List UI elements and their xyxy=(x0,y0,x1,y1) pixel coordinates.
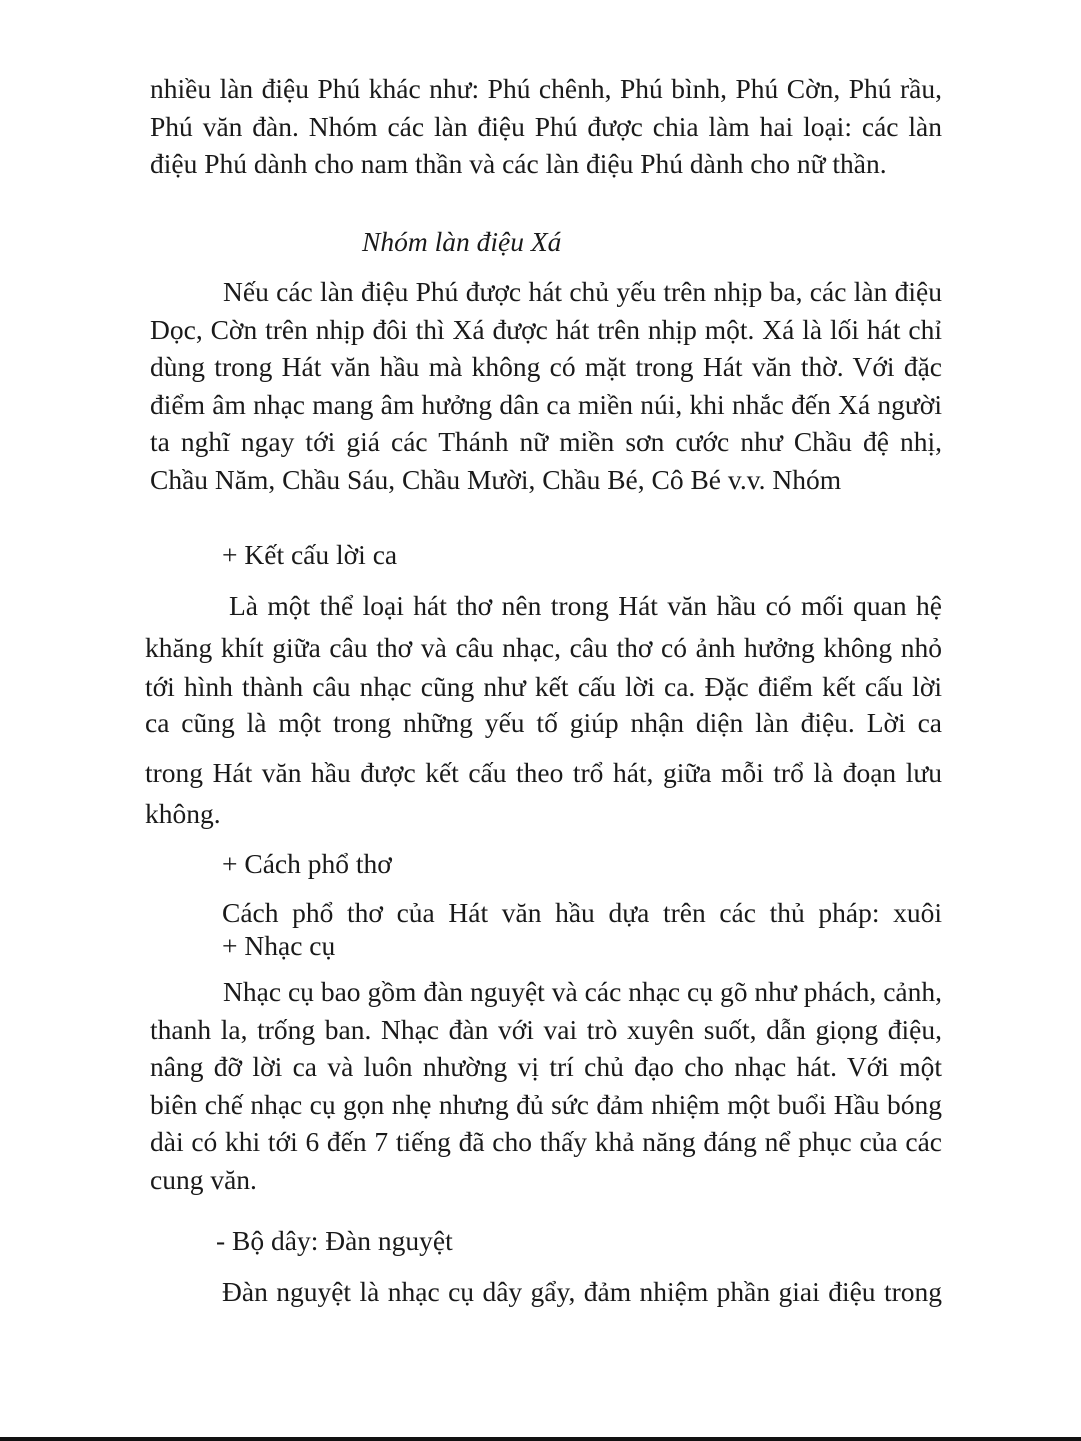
paragraph-cach-pho-tho: Cách phổ thơ của Hát văn hầu dựa trên các thủ pháp: xuôi xyxy=(222,897,942,928)
paragraph-line: tới hình thành câu nhạc cũng như kết cấu lời ca. Đặc điểm kết cấu lời xyxy=(145,671,942,702)
paragraph-line: Là một thể loại hát thơ nên trong Hát văn hầu có mối quan hệ xyxy=(229,590,942,621)
paragraph-line: khăng khít giữa câu thơ và câu nhạc, câu thơ có ảnh hưởng không nhỏ xyxy=(145,632,942,663)
paragraph-line: trong Hát văn hầu được kết cấu theo trổ hát, giữa mỗi trổ là đoạn lưu xyxy=(145,757,942,788)
subheading-nhac-cu: + Nhạc cụ xyxy=(222,930,336,961)
page-bottom-border xyxy=(0,1437,1081,1441)
paragraph-phu-continuation: nhiều làn điệu Phú khác như: Phú chênh, Phú bình, Phú Cờn, Phú rầu, Phú văn đàn. Nhóm các làn điệu Phú được chia làm hai loại: các làn điệu Phú dành cho nam thần và các làn điệu Phú dành cho nữ thần. xyxy=(150,73,942,179)
paragraph-dan-nguyet: Đàn nguyệt là nhạc cụ dây gẩy, đảm nhiệm phần giai điệu trong xyxy=(222,1276,942,1307)
paragraph-nhac-cu: Nhạc cụ bao gồm đàn nguyệt và các nhạc cụ gõ như phách, cảnh, thanh la, trống ban. Nhạc đàn với vai trò xuyên suốt, dẫn giọng điệu, nâng đỡ lời ca và luôn nhường vị trí chủ đạo cho nhạc hát. Với một biên chế nhạc cụ gọn nhẹ nhưng đủ sức đảm nhiệm một buổi Hầu bóng dài có khi tới 6 đến 7 tiếng đã cho thấy khả năng đáng nể phục của các cung văn. xyxy=(150,976,942,1195)
section-heading-xa: Nhóm làn điệu Xá xyxy=(362,226,562,257)
subheading-bo-day: - Bộ dây: Đàn nguyệt xyxy=(216,1225,453,1256)
paragraph-line: không. xyxy=(145,798,221,829)
subheading-ket-cau-loi-ca: + Kết cấu lời ca xyxy=(222,539,398,570)
paragraph-line: ca cũng là một trong những yếu tố giúp nhận diện làn điệu. Lời ca xyxy=(145,707,942,738)
paragraph-xa: Nếu các làn điệu Phú được hát chủ yếu trên nhịp ba, các làn điệu Dọc, Cờn trên nhịp đôi thì Xá được hát trên nhịp một. Xá là lối hát chỉ dùng trong Hát văn hầu mà không có mặt trong Hát văn thờ. Với đặc điểm âm nhạc mang âm hưởng dân ca miền núi, khi nhắc đến Xá người ta nghĩ ngay tới giá các Thánh nữ miền sơn cước như Chầu đệ nhị, Chầu Năm, Chầu Sáu, Chầu Mười, Chầu Bé, Cô Bé v.v. Nhóm xyxy=(150,276,942,495)
subheading-cach-pho-tho: + Cách phổ thơ xyxy=(222,848,392,879)
